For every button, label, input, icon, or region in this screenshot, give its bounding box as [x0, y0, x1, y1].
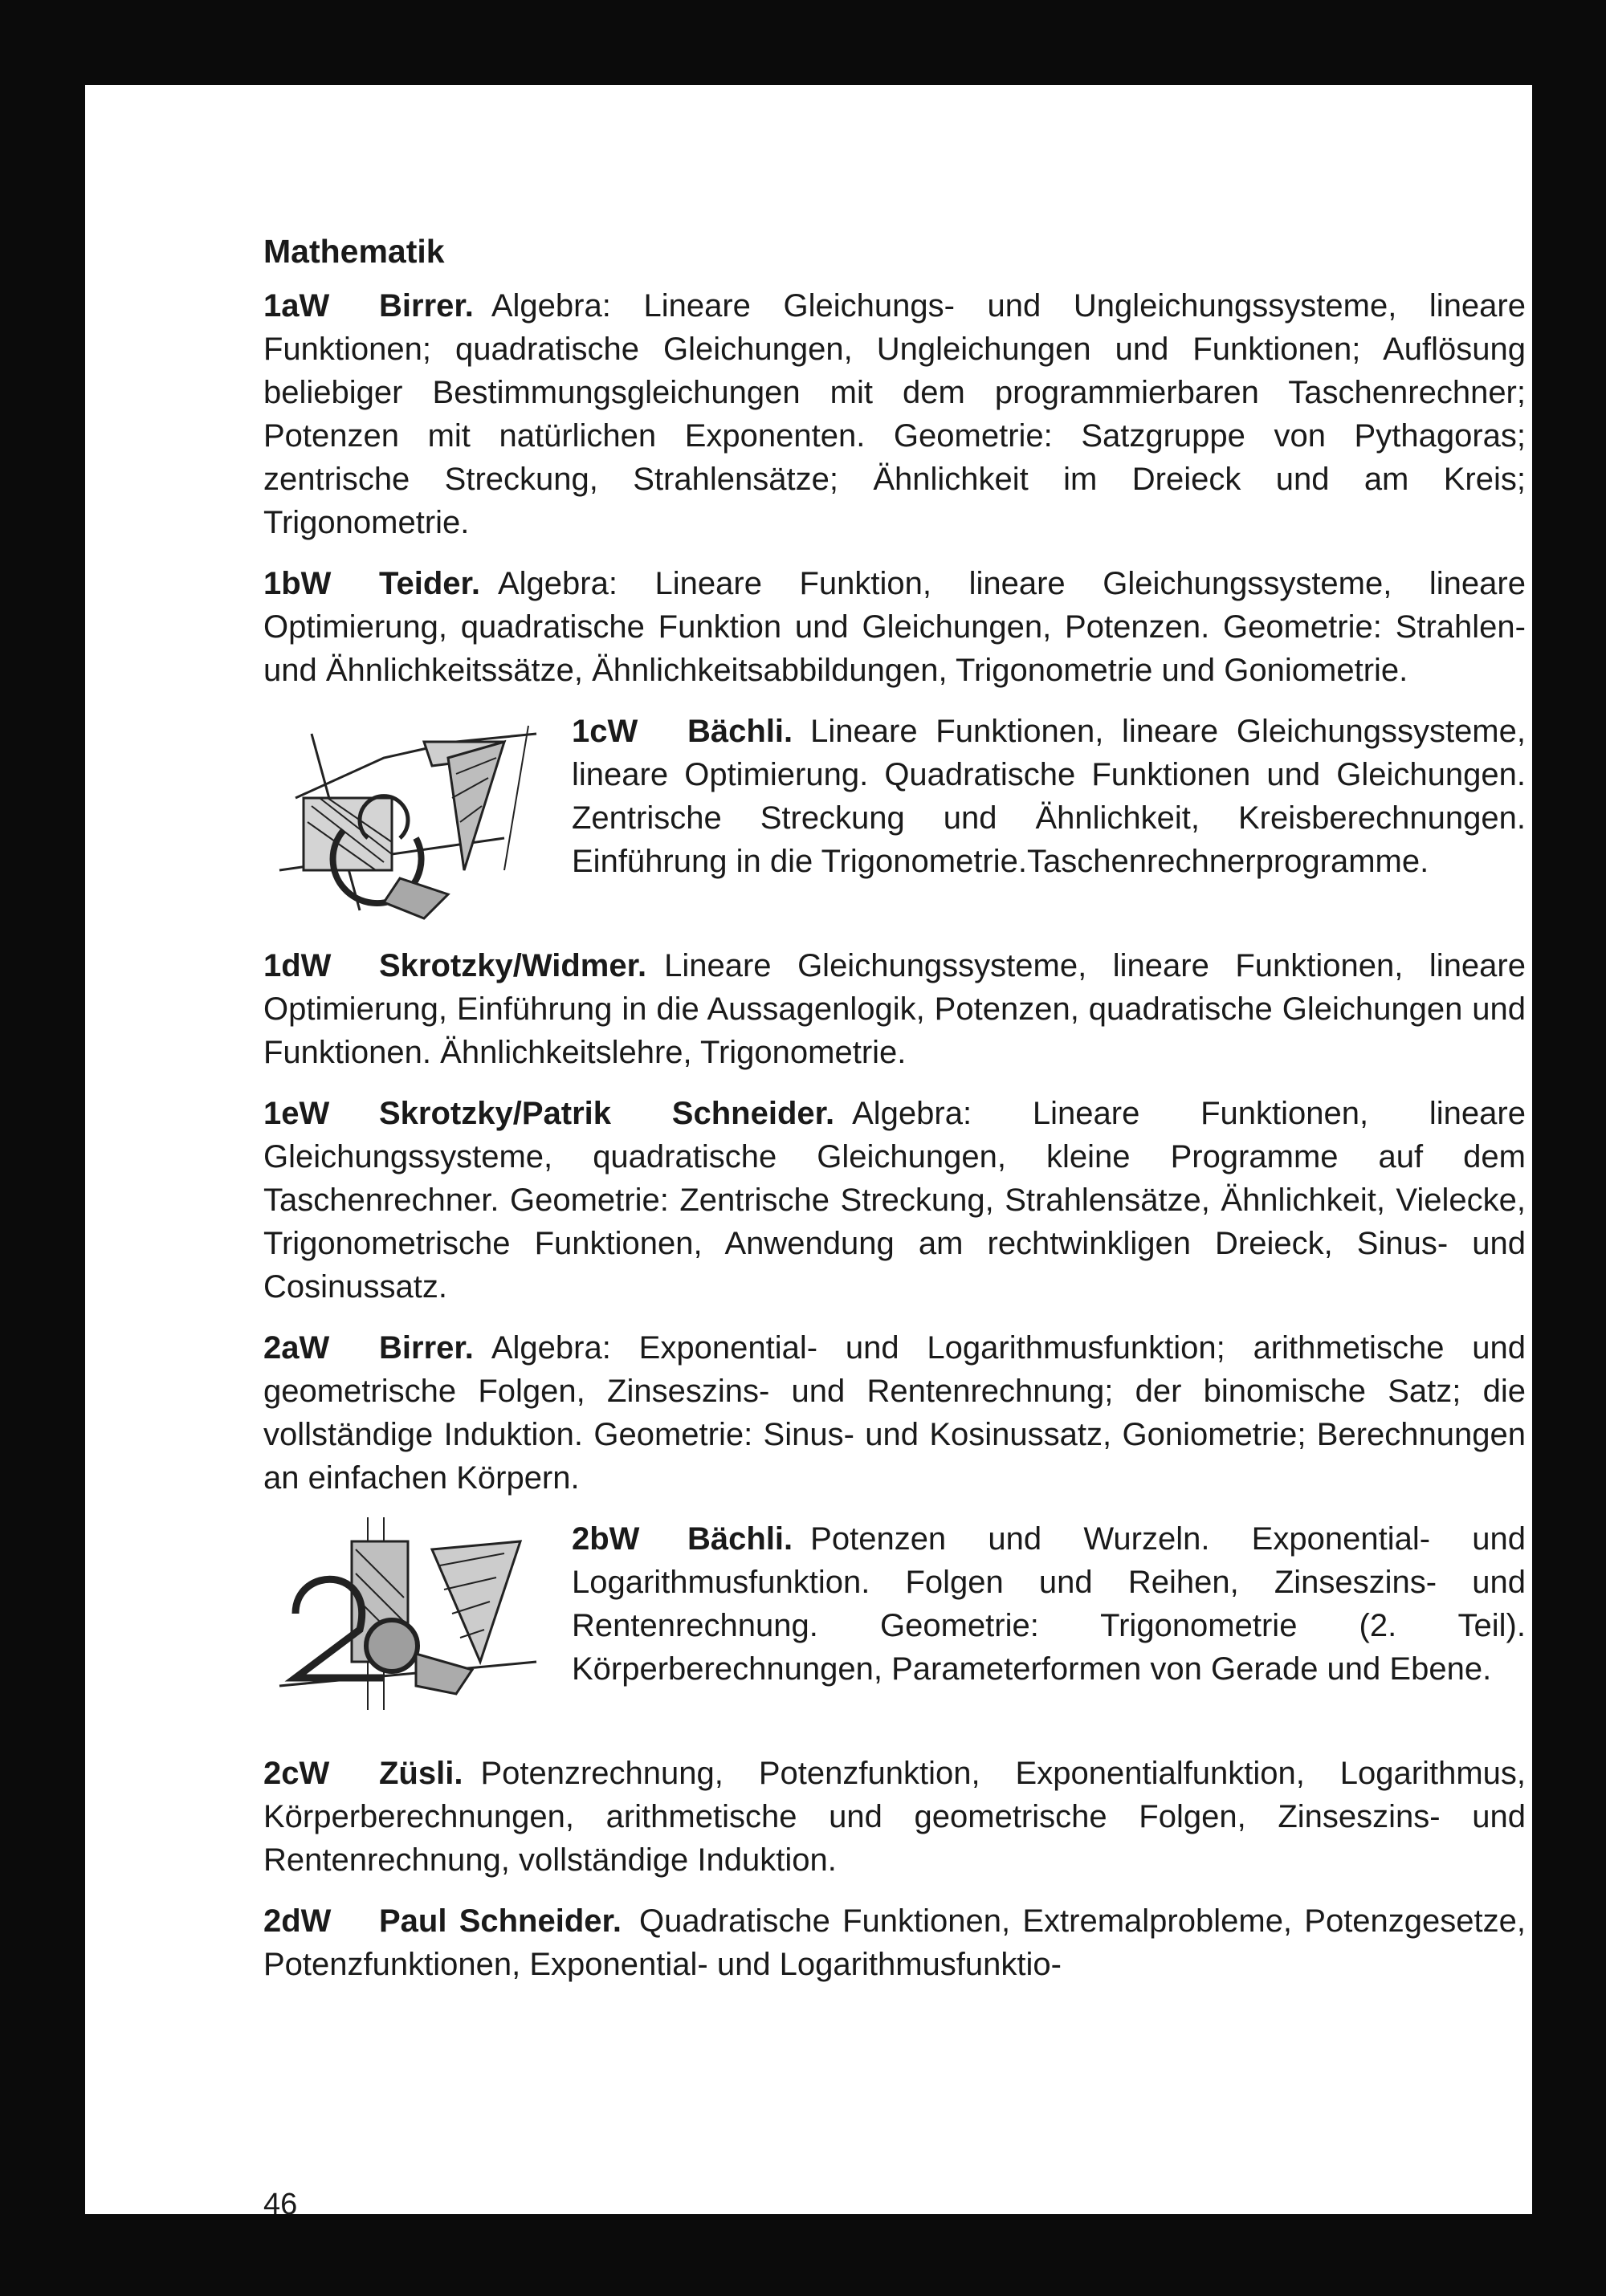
class-entry-1ew [263, 1092, 1526, 1309]
entry-text: Quadratische Funktionen, Extremalprobleme, Potenzgesetze, Potenzfunktionen, Exponential- und Logarithmusfunktio- [263, 1903, 1527, 1982]
class-entry-1aw [263, 284, 1526, 544]
teacher-name: Skrotzky/Widmer. [379, 948, 647, 983]
class-code: 1bW [263, 566, 332, 601]
teacher-name: Birrer. [379, 288, 474, 324]
teacher-name: Teider. [379, 566, 480, 601]
class-code: 2aW [263, 1330, 330, 1366]
entry-text: Lineare Gleichungssysteme, lineare Funktionen, lineare Optimierung, Einführung in die Aussagenlogik, Potenzen, quadratische Gleichungen und Funktionen. Ähnlichkeitslehre, Trigonometrie. [263, 948, 1526, 1070]
entry-text: Algebra: Lineare Funktionen, lineare Gleichungssysteme, quadratische Gleichungen, kleine Programme auf dem Taschenrechner. Geometrie: Zentrische Streckung, Strahlensätze, Ähnlichkeit, Vielecke, Trigonometrische Funktionen, Anwendung am rechtwinkligen Dreieck, Sinus- und Cosinussatz. [263, 1096, 1526, 1305]
document-page [85, 85, 1532, 2221]
class-logo-2bw-illustration [263, 1517, 554, 1734]
class-code: 1cW [572, 714, 638, 749]
class-entry-2aw [263, 1326, 1526, 1500]
entry-text: Algebra: Lineare Funktion, lineare Gleichungssysteme, lineare Optimierung, quadratische Funktion und Gleichungen, Potenzen. Geometrie: Strahlen- und Ähnlichkeitssätze, Ähnlichkeitsabbildungen, Trigonometrie und Goniometrie. [263, 566, 1526, 688]
class-entry-2cw [263, 1752, 1526, 1882]
teacher-name: Bächli. [687, 1521, 793, 1557]
teacher-name: Birrer. [379, 1330, 474, 1366]
entry-text: Potenzrechnung, Potenzfunktion, Exponentialfunktion, Logarithmus, Körperberechnungen, arithmetische und geometrische Folgen, Zinseszins- und Rentenrechnung, vollständige Induktion. [263, 1756, 1526, 1878]
class-code: 1eW [263, 1096, 330, 1131]
entry-text: Lineare Funktionen, lineare Gleichungssysteme, lineare Optimierung. Quadratische Funktionen und Gleichungen. Zentrische Streckung und Ähnlichkeit, Kreisberechnungen. Einführung in die Trigonometrie.Taschenrechnerprogramme. [572, 714, 1526, 879]
entry-text: Algebra: Lineare Gleichungs- und Ungleichungssysteme, lineare Funktionen; quadratische Gleichungen, Ungleichungen und Funktionen; Auflösung beliebiger Bestimmungsgleichungen mit dem programmierbaren Taschenrechner; Potenzen mit natürlichen Exponenten. Geometrie: Satzgruppe von Pythagoras; zentrische Streckung, Strahlensätze; Ähnlichkeit im Dreieck und am Kreis; Trigonometrie. [263, 288, 1526, 540]
class-code: 2bW [572, 1521, 640, 1557]
class-entry-1cw [263, 710, 1526, 926]
class-entry-1bw [263, 562, 1526, 692]
entry-text: Potenzen und Wurzeln. Exponential- und Logarithmusfunktion. Folgen und Reihen, Zinseszins- und Rentenrechnung. Geometrie: Trigonometrie (2. Teil). Körperberechnungen, Parameterformen von Gerade und Ebene. [572, 1521, 1526, 1687]
class-code: 2dW [263, 1903, 332, 1939]
teacher-name: Skrotzky/Patrik Schneider. [379, 1096, 835, 1131]
entry-text: Algebra: Exponential- und Logarithmusfunktion; arithmetische und geometrische Folgen, Zinseszins- und Rentenrechnung; der binomische Satz; die vollständige Induktion. Geometrie: Sinus- und Kosinussatz, Goniometrie; Berechnungen an einfachen Körpern. [263, 1330, 1526, 1496]
class-logo-1cw-illustration [263, 710, 554, 926]
entry-body [572, 1517, 1526, 1691]
teacher-name: Paul Schneider. [379, 1903, 622, 1939]
class-entry-2dw [263, 1899, 1526, 1986]
class-code: 2cW [263, 1756, 330, 1791]
class-entry-2bw [263, 1517, 1526, 1734]
page-heading: Mathematik [263, 233, 445, 270]
page-content [263, 230, 1526, 2004]
class-code: 1dW [263, 948, 332, 983]
class-entry-1dw [263, 944, 1526, 1074]
class-code: 1aW [263, 288, 330, 324]
teacher-name: Züsli. [379, 1756, 463, 1791]
entry-body [572, 710, 1526, 883]
page-number: 46 [263, 2188, 298, 2221]
teacher-name: Bächli. [687, 714, 793, 749]
